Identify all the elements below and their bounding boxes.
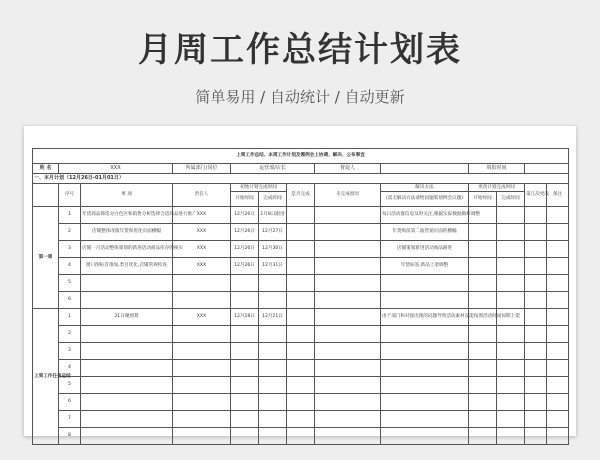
table-row (33, 224, 569, 241)
table-row (33, 275, 569, 292)
seq-cell: 5 (59, 275, 81, 292)
item-cell[interactable]: 年货商品筛选分白色区和销售分析选择合适商品进行推广 (81, 207, 173, 224)
table-row (33, 207, 569, 224)
change-start-cell[interactable] (469, 224, 497, 241)
change-start-cell[interactable] (469, 258, 497, 275)
reason-cell[interactable] (315, 326, 381, 343)
item-cell[interactable]: 店铺一月活动整体策划的新进活动商品库存的核实 (81, 241, 173, 258)
start-cell[interactable]: 12月26日 (231, 224, 259, 241)
table-row (33, 241, 569, 258)
end-cell[interactable]: 12月27日 (259, 224, 287, 241)
reason-cell[interactable] (315, 343, 381, 360)
section-heading: 一、本月计划（12月26日-01月01日） (33, 174, 569, 184)
remark-cell[interactable] (547, 309, 569, 326)
solution-cell[interactable] (381, 343, 469, 360)
change-start-cell[interactable] (469, 394, 497, 411)
reason-cell[interactable] (315, 275, 381, 292)
table-row (33, 428, 569, 445)
solution-cell[interactable]: 店铺策划新进活动商品跟进 (381, 241, 469, 258)
seq-cell: 3 (59, 343, 81, 360)
owner-cell[interactable] (173, 394, 231, 411)
seq-cell: 2 (59, 326, 81, 343)
reason-cell[interactable] (315, 258, 381, 275)
done-cell[interactable] (287, 275, 315, 292)
start-cell[interactable] (231, 377, 259, 394)
change-count-cell[interactable] (525, 241, 547, 258)
item-header: 事 项 (81, 184, 173, 207)
end-cell[interactable] (259, 292, 287, 309)
start-cell[interactable]: 12月26日 (231, 207, 259, 224)
solution-cell[interactable]: 年货标签,新品上架调整 (381, 258, 469, 275)
remark-cell[interactable] (547, 377, 569, 394)
item-cell[interactable]: 21日聚划算 (81, 309, 173, 326)
change-count-cell[interactable] (525, 275, 547, 292)
change-start-cell[interactable] (469, 360, 497, 377)
remark-cell[interactable] (547, 275, 569, 292)
solution-cell[interactable] (381, 394, 469, 411)
seq-cell: 4 (59, 360, 81, 377)
change-start-cell[interactable] (469, 377, 497, 394)
done-cell[interactable] (287, 258, 315, 275)
change-end-cell[interactable] (497, 377, 525, 394)
start-cell[interactable] (231, 428, 259, 445)
change-start-cell[interactable] (469, 428, 497, 445)
remark-cell[interactable] (547, 292, 569, 309)
change-start-header: 开始时间 (469, 192, 497, 207)
reviewer-label: 督促人 (315, 164, 381, 174)
done-cell[interactable] (287, 224, 315, 241)
solution-cell[interactable] (381, 292, 469, 309)
end-cell[interactable] (259, 411, 287, 428)
reason-cell[interactable] (315, 309, 381, 326)
start-cell[interactable]: 12月26日 (231, 258, 259, 275)
owner-cell[interactable]: XXX (173, 207, 231, 224)
plan-table (32, 148, 569, 445)
start-cell[interactable] (231, 343, 259, 360)
start-cell[interactable] (231, 394, 259, 411)
change-count-cell[interactable] (525, 343, 547, 360)
seq-cell: 4 (59, 258, 81, 275)
change-end-cell[interactable] (497, 428, 525, 445)
item-cell[interactable] (81, 377, 173, 394)
solution-cell[interactable] (381, 360, 469, 377)
remark-cell[interactable] (547, 258, 569, 275)
end-header: 完成时间 (259, 192, 287, 207)
hero-subtitle: 简单易用 / 自动统计 / 自动更新 (195, 88, 405, 106)
remark-cell[interactable] (547, 411, 569, 428)
item-cell[interactable]: 店铺整体改版年货和优化页面横幅 (81, 224, 173, 241)
done-cell[interactable] (287, 377, 315, 394)
remark-cell[interactable] (547, 241, 569, 258)
solution-cell[interactable] (381, 411, 469, 428)
done-header: 是否完成 (287, 184, 315, 207)
start-header: 开始时间 (231, 192, 259, 207)
reason-cell[interactable] (315, 428, 381, 445)
owner-cell[interactable] (173, 428, 231, 445)
start-cell[interactable] (231, 275, 259, 292)
change-end-cell[interactable] (497, 292, 525, 309)
seq-cell: 1 (59, 309, 81, 326)
change-end-cell[interactable] (497, 411, 525, 428)
done-cell[interactable] (287, 428, 315, 445)
seq-cell: 2 (59, 224, 81, 241)
done-cell[interactable] (287, 207, 315, 224)
group-header (33, 184, 59, 207)
item-cell[interactable] (81, 394, 173, 411)
end-cell[interactable]: 12月30日 (259, 241, 287, 258)
seq-cell: 6 (59, 394, 81, 411)
solution-cell[interactable] (381, 377, 469, 394)
change-end-cell[interactable] (497, 360, 525, 377)
start-cell[interactable] (231, 411, 259, 428)
remark-cell[interactable] (547, 343, 569, 360)
end-cell[interactable] (259, 428, 287, 445)
end-cell[interactable] (259, 377, 287, 394)
table-row (33, 343, 569, 360)
seq-cell: 8 (59, 428, 81, 445)
done-cell[interactable] (287, 241, 315, 258)
done-cell[interactable] (287, 326, 315, 343)
change-count-cell[interactable] (525, 224, 547, 241)
spreadsheet-preview (24, 126, 576, 439)
reason-cell[interactable] (315, 360, 381, 377)
seq-cell: 7 (59, 411, 81, 428)
change-count-cell[interactable] (525, 309, 547, 326)
solution-note-header: (需无解决方法请给问题策划例会议题) (381, 192, 469, 207)
table-row (33, 258, 569, 275)
table-row (33, 394, 569, 411)
remark-cell[interactable] (547, 326, 569, 343)
item-cell[interactable] (81, 275, 173, 292)
table-row (33, 309, 569, 326)
dept-label: 所属部门/岗位 (173, 164, 231, 174)
remark-cell[interactable] (547, 360, 569, 377)
remark-header: 备注 (547, 184, 569, 207)
reason-cell[interactable] (315, 241, 381, 258)
seq-cell: 6 (59, 292, 81, 309)
owner-cell[interactable]: XXX (173, 258, 231, 275)
end-cell[interactable] (259, 326, 287, 343)
hero-title: 月周工作总结计划表 (138, 30, 462, 70)
item-cell[interactable] (81, 411, 173, 428)
fill-time-label: 填报时间 (469, 164, 525, 174)
reason-cell[interactable] (315, 207, 381, 224)
solution-header: 解决方法 (381, 184, 469, 192)
reviewer-value[interactable] (381, 164, 469, 174)
sheet-title: 上周工作总结、本周工作计划及需例会上协调、解决、公布事宜 (33, 149, 569, 164)
owner-cell[interactable] (173, 326, 231, 343)
item-cell[interactable] (81, 326, 173, 343)
remark-cell[interactable] (547, 428, 569, 445)
change-start-cell[interactable] (469, 292, 497, 309)
change-end-cell[interactable] (497, 394, 525, 411)
done-cell[interactable] (287, 343, 315, 360)
group-label: 第一周 (33, 207, 59, 309)
change-group-header: 更改计划完成时间 (469, 184, 525, 192)
start-cell[interactable]: 12月26日 (231, 241, 259, 258)
solution-cell[interactable] (381, 326, 469, 343)
change-start-cell[interactable] (469, 275, 497, 292)
solution-cell[interactable]: 每日活动群信息及时关注,根据实际数据做好调整 (381, 207, 469, 224)
end-cell[interactable] (259, 360, 287, 377)
change-end-cell[interactable] (497, 241, 525, 258)
change-count-cell[interactable] (525, 411, 547, 428)
end-cell[interactable]: 12月31日 (259, 258, 287, 275)
seq-cell: 5 (59, 377, 81, 394)
table-row (33, 360, 569, 377)
change-end-cell[interactable] (497, 207, 525, 224)
change-count-cell[interactable] (525, 258, 547, 275)
table-row (33, 411, 569, 428)
end-cell[interactable] (259, 275, 287, 292)
owner-cell[interactable] (173, 377, 231, 394)
item-cell[interactable] (81, 428, 173, 445)
item-cell[interactable] (81, 292, 173, 309)
end-cell[interactable]: 12月21日 (259, 309, 287, 326)
seq-cell: 3 (59, 241, 81, 258)
name-value[interactable]: XXX (59, 164, 173, 174)
reason-cell[interactable] (315, 411, 381, 428)
change-count-cell[interactable] (525, 428, 547, 445)
change-start-cell[interactable] (469, 343, 497, 360)
owner-cell[interactable] (173, 292, 231, 309)
remark-cell[interactable] (547, 394, 569, 411)
done-cell[interactable] (287, 292, 315, 309)
remark-cell[interactable] (547, 207, 569, 224)
change-end-cell[interactable] (497, 343, 525, 360)
change-end-cell[interactable] (497, 275, 525, 292)
owner-cell[interactable]: XXX (173, 224, 231, 241)
start-cell[interactable] (231, 292, 259, 309)
solution-cell[interactable]: 由于部门和对接出现的问题导致活动素材没能按照活动时间如期上架 (381, 309, 469, 326)
table-row (33, 326, 569, 343)
solution-cell[interactable] (381, 275, 469, 292)
change-count-cell[interactable] (525, 360, 547, 377)
fill-time-value[interactable] (525, 164, 569, 174)
change-end-cell[interactable] (497, 258, 525, 275)
change-end-cell[interactable] (497, 224, 525, 241)
end-cell[interactable]: 1月8日跟进 (259, 207, 287, 224)
change-count-cell[interactable] (525, 207, 547, 224)
start-cell[interactable] (231, 360, 259, 377)
change-count-cell[interactable] (525, 326, 547, 343)
change-start-cell[interactable] (469, 411, 497, 428)
table-row (33, 292, 569, 309)
owner-cell[interactable] (173, 360, 231, 377)
table-row (33, 377, 569, 394)
start-cell[interactable] (231, 326, 259, 343)
owner-header: 责任人 (173, 184, 231, 207)
item-cell[interactable]: 窗口图标首推加,类目优化,店铺常规检查 (81, 258, 173, 275)
remark-cell[interactable] (547, 224, 569, 241)
end-cell[interactable] (259, 343, 287, 360)
reason-cell[interactable] (315, 377, 381, 394)
item-cell[interactable] (81, 360, 173, 377)
name-label: 姓 名 (33, 164, 59, 174)
item-cell[interactable] (81, 343, 173, 360)
change-start-cell[interactable] (469, 241, 497, 258)
done-cell[interactable] (287, 394, 315, 411)
group-label: 上周工作任务总结 (33, 309, 59, 445)
solution-cell[interactable] (381, 428, 469, 445)
seq-header: 序号 (59, 184, 81, 207)
change-end-header: 完成时间 (497, 192, 525, 207)
done-cell[interactable] (287, 360, 315, 377)
dept-value[interactable]: 运营部/店长 (231, 164, 315, 174)
change-count-cell[interactable] (525, 394, 547, 411)
owner-cell[interactable]: XXX (173, 241, 231, 258)
done-cell[interactable] (287, 309, 315, 326)
reason-cell[interactable] (315, 224, 381, 241)
time-group-header: 初始计划完成时间 (231, 184, 287, 192)
change-end-cell[interactable] (497, 326, 525, 343)
owner-cell[interactable] (173, 275, 231, 292)
reason-header: 未完成原因 (315, 184, 381, 207)
owner-cell[interactable]: XXX (173, 309, 231, 326)
owner-cell[interactable] (173, 411, 231, 428)
reason-cell[interactable] (315, 394, 381, 411)
end-cell[interactable] (259, 394, 287, 411)
owner-cell[interactable] (173, 343, 231, 360)
start-cell[interactable]: 12月18日 (231, 309, 259, 326)
change-start-cell[interactable] (469, 326, 497, 343)
reason-cell[interactable] (315, 292, 381, 309)
week-change-header: 第几次更改 (525, 184, 547, 207)
done-cell[interactable] (287, 411, 315, 428)
change-count-cell[interactable] (525, 377, 547, 394)
seq-cell: 1 (59, 207, 81, 224)
change-count-cell[interactable] (525, 292, 547, 309)
solution-cell[interactable]: 年货购前第二波营销页面的横幅 (381, 224, 469, 241)
